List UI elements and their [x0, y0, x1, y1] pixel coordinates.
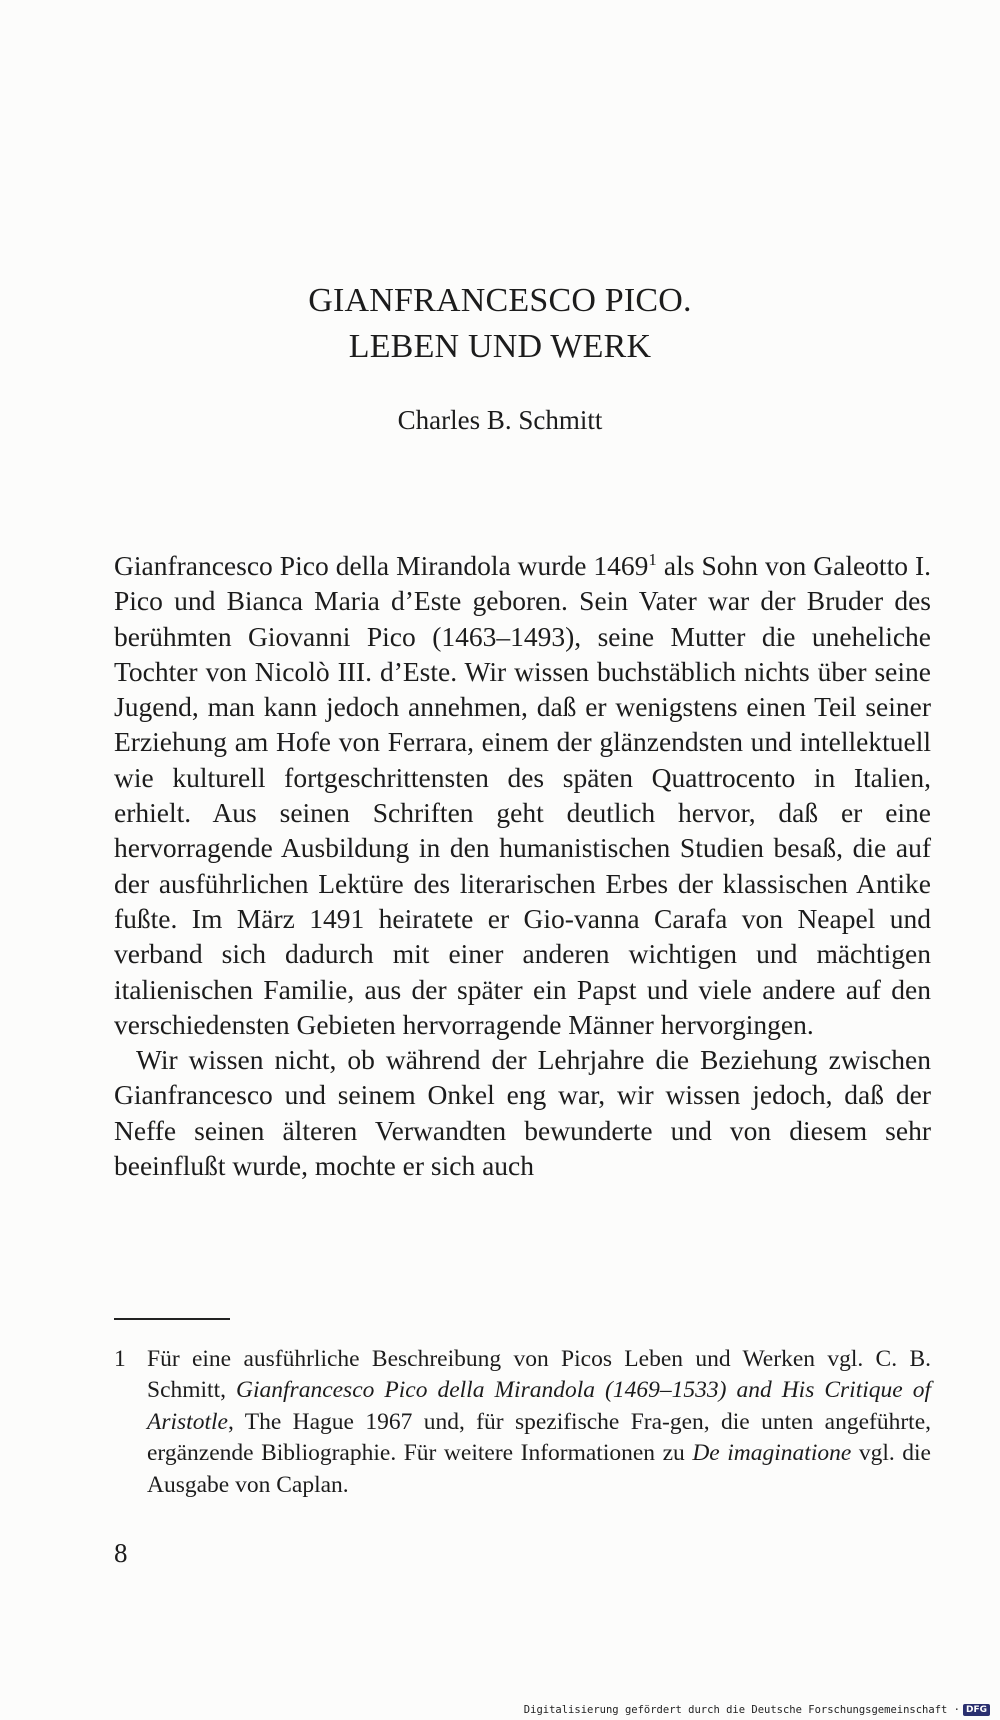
footnote-cited-title: Gianfrancesco Pico della Mirandola (1469–1533) and His Critique of Aristotle: [147, 1377, 931, 1435]
paragraph-1: [114, 548, 931, 1042]
footnote-text-part-1: Für eine ausführliche Beschreibung von Picos Leben und Werken vgl. C. B. Schmitt,: [147, 1346, 931, 1404]
footnote-work-title: De imaginatione: [692, 1440, 852, 1467]
paragraph-1-start: Gianfrancesco Pico della Mirandola wurde 1469: [114, 550, 649, 581]
page-number: 8: [114, 1538, 128, 1568]
paragraph-1-rest: als Sohn von Galeotto I. Pico und Bianca Maria d’Este geboren. Sein Vater war der Bruder des berühmten Giovanni Pico (1463–1493), seine Mutter die uneheliche Tochter von Nicolò III. d’Este. Wir wissen buchstäblich nichts über seine Jugend, man kann jedoch annehmen, daß er wenigstens einen Teil seiner Erziehung am Hofe von Ferrara, einem der glänzendsten und intellektuell wie kulturell fortgeschrittensten des späten Quattrocento in Italien, erhielt. Aus seinen Schriften geht deutlich hervor, daß er eine hervorragende Ausbildung in den humanistischen Studien besaß, die auf der ausführlichen Lektüre des literarischen Erbes der klassischen Antike fußte. Im März 1491 heiratete er Gio-vanna Carafa von Neapel und verband sich dadurch mit einer anderen wichtigen und mächtigen italienischen Familie, aus der später ein Papst und viele andere auf den verschiedensten Gebieten hervorragende Männer hervorgingen.: [114, 550, 931, 1040]
footnote-reference: 1: [648, 549, 657, 569]
footnote: [114, 1344, 931, 1501]
footnote-text-part-2: , The Hague 1967 und, für spezifische Fra-gen, die unten angeführte, ergänzende Bibliographie. Für weitere Informationen zu: [147, 1408, 931, 1467]
digitization-credit: [524, 1704, 990, 1716]
credit-text: Digitalisierung gefördert durch die Deutsche Forschungsgemeinschaft ·: [523, 1704, 960, 1716]
footnote-text: [147, 1344, 931, 1501]
chapter-title-line-2: LEBEN UND WERK: [348, 328, 652, 365]
footnote-number: 1: [114, 1346, 126, 1372]
paragraph-2: Wir wissen nicht, ob während der Lehrjahre die Beziehung zwischen Gianfrancesco und seinem Onkel eng war, wir wissen jedoch, daß der Neffe seinen älteren Verwandten bewunderte und von diesem sehr beeinflußt wurde, mochte er sich auch: [114, 1044, 931, 1182]
author-name: Charles B. Schmitt: [397, 405, 603, 435]
footnote-text-part-3: vgl. die Ausgabe von Caplan.: [147, 1440, 931, 1498]
chapter-title-line-1: GIANFRANCESCO PICO.: [308, 282, 692, 319]
dfg-logo-icon: DFG: [963, 1704, 990, 1716]
footnote-divider: [114, 1318, 230, 1320]
body-text: [114, 548, 931, 1183]
